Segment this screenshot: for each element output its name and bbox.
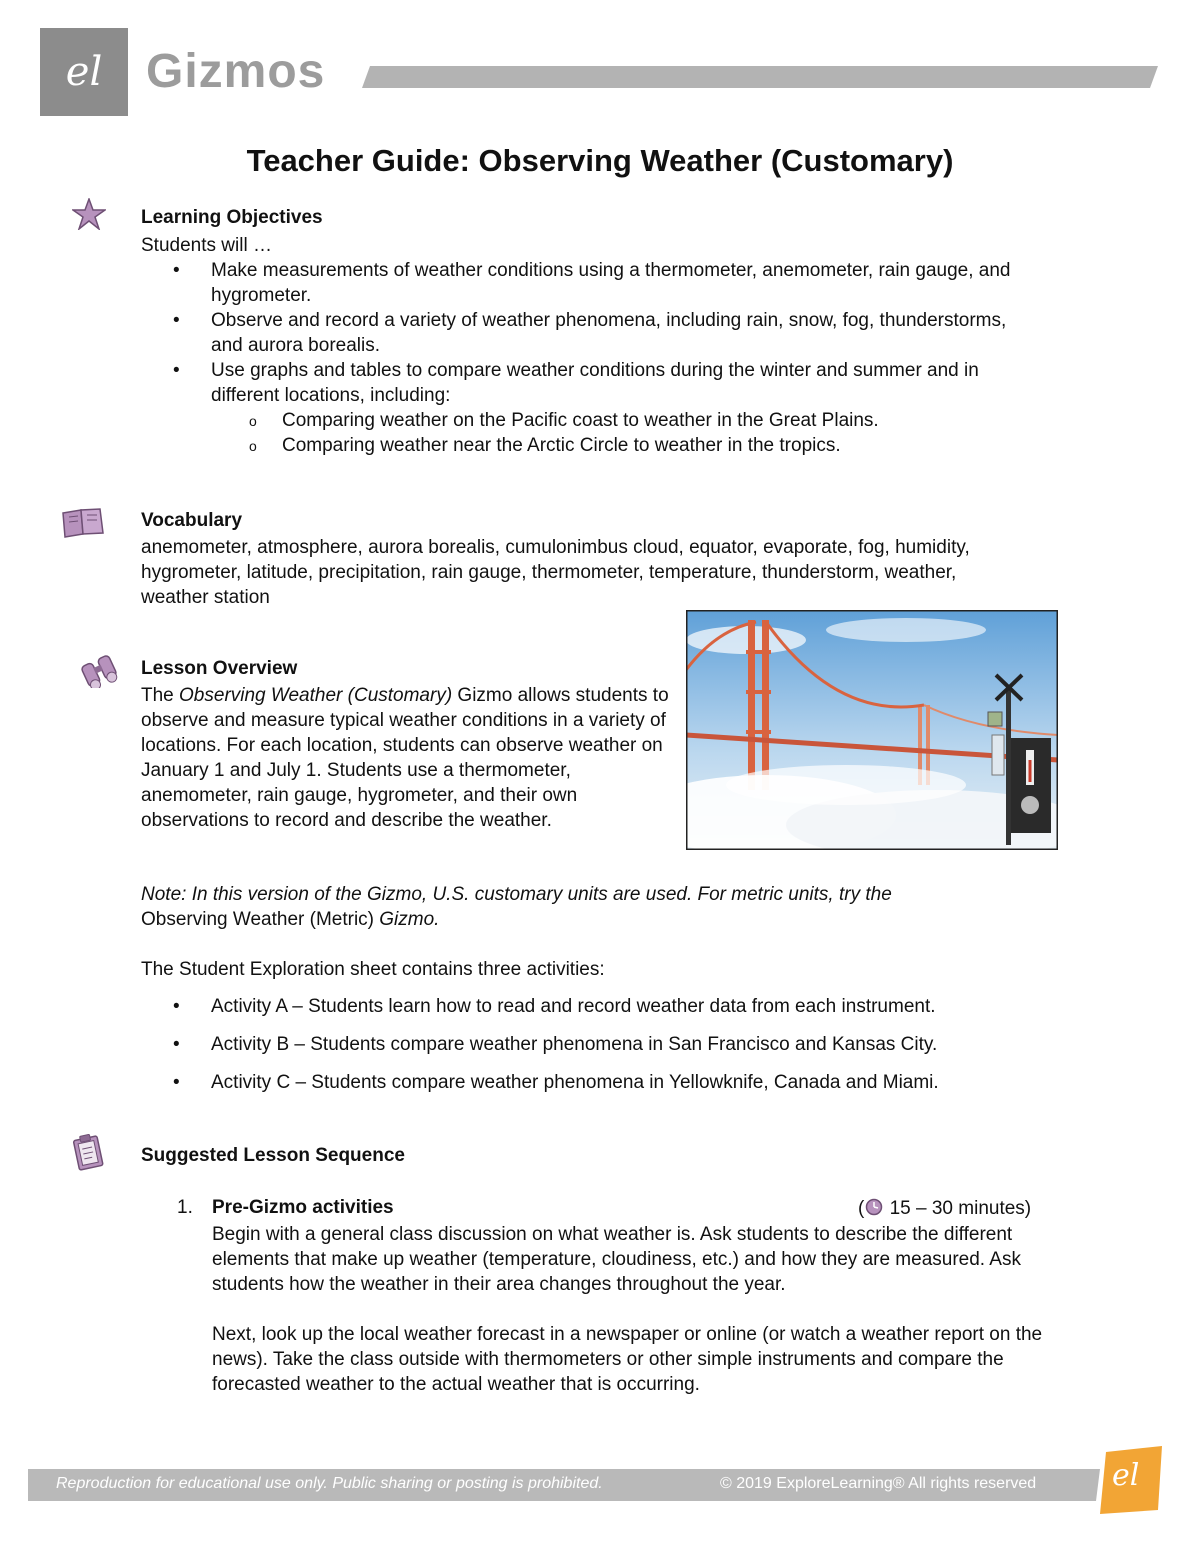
objectives-intro: Students will … <box>141 235 272 256</box>
objectives-heading: Learning Objectives <box>141 207 323 228</box>
gizmo-screenshot <box>686 610 1058 850</box>
activities-list <box>141 994 1061 1095</box>
list-item: • Make measurements of weather conditions using a thermometer, anemometer, rain gauge, and hygrometer. <box>173 260 1011 306</box>
step-paragraph-2: Next, look up the local weather forecast in a newspaper or online (or watch a weather report on the news). Take the class outside with thermometers or other simple instruments and compare the forecasted weather to the actual weather that is occurring. <box>212 1324 1043 1395</box>
brand-name: Gizmos <box>146 45 326 98</box>
vocabulary-heading: Vocabulary <box>141 510 243 531</box>
list-item: • Observe and record a variety of weather phenomena, including rain, snow, fog, thunderstorms, and aurora borealis. <box>173 310 1007 356</box>
sequence-heading: Suggested Lesson Sequence <box>141 1145 405 1166</box>
list-item: • Activity B – Students compare weather phenomena in San Francisco and Kansas City. <box>173 1034 938 1055</box>
book-icon <box>60 507 106 539</box>
gizmos-logo <box>40 28 128 116</box>
footer-disclaimer: Reproduction for educational use only. Public sharing or posting is prohibited. <box>56 1475 603 1492</box>
list-item: • Activity C – Students compare weather phenomena in Yellowknife, Canada and Miami. <box>173 1072 939 1093</box>
list-item: • Activity A – Students learn how to read and record weather data from each instrument. <box>173 996 936 1017</box>
metric-note: Note: In this version of the Gizmo, U.S. customary units are used. For metric units, try the Observing Weather (Metric) Gizmo. <box>141 884 892 930</box>
step-number: 1. <box>177 1197 193 1218</box>
list-item: • Use graphs and tables to compare weather conditions during the winter and summer and in different locations, including: <box>173 360 979 406</box>
step-duration: ( 15 – 30 minutes) <box>858 1198 1032 1219</box>
sub-list-item: o Comparing weather on the Pacific coast to weather in the Great Plains. <box>249 410 879 431</box>
footer-copyright: © 2019 ExploreLearning® All rights reserved <box>720 1475 1037 1492</box>
header-bar <box>362 66 1158 88</box>
clipboard-icon <box>70 1133 106 1171</box>
activities-intro: The Student Exploration sheet contains three activities: <box>141 959 605 980</box>
star-icon <box>72 198 106 230</box>
step-title: Pre-Gizmo activities <box>212 1197 394 1218</box>
overview-heading: Lesson Overview <box>141 658 298 679</box>
footer-logo-glyph: el <box>1112 1458 1140 1493</box>
objectives-list <box>141 258 1041 458</box>
logo-glyph: el <box>65 49 103 95</box>
sub-list-item: o Comparing weather near the Arctic Circle to weather in the tropics. <box>249 435 841 456</box>
binoculars-icon <box>78 654 120 688</box>
page-title: Teacher Guide: Observing Weather (Customary) <box>246 143 954 178</box>
overview-paragraph: The Observing Weather (Customary) Gizmo allows students to observe and measure typical weather conditions in a variety of locations. For each location, students can observe weather on January 1 and July 1. Students use a thermometer, anemometer, rain gauge, hygrometer, and their own observations to record and describe the weather. <box>141 685 669 831</box>
clock-icon <box>864 1198 884 1216</box>
step-paragraph-1: Begin with a general class discussion on what weather is. Ask students to describe the different elements that make up weather (temperature, cloudiness, etc.) and how they are measured. Ask students how the weather in their area changes throughout the year. <box>212 1224 1021 1295</box>
vocabulary-text: anemometer, atmosphere, aurora borealis, cumulonimbus cloud, equator, evaporate, fog, humidity, hygrometer, latitude, precipitation, rain gauge, thermometer, temperature, thunderstorm, weather, weather station <box>141 537 970 608</box>
